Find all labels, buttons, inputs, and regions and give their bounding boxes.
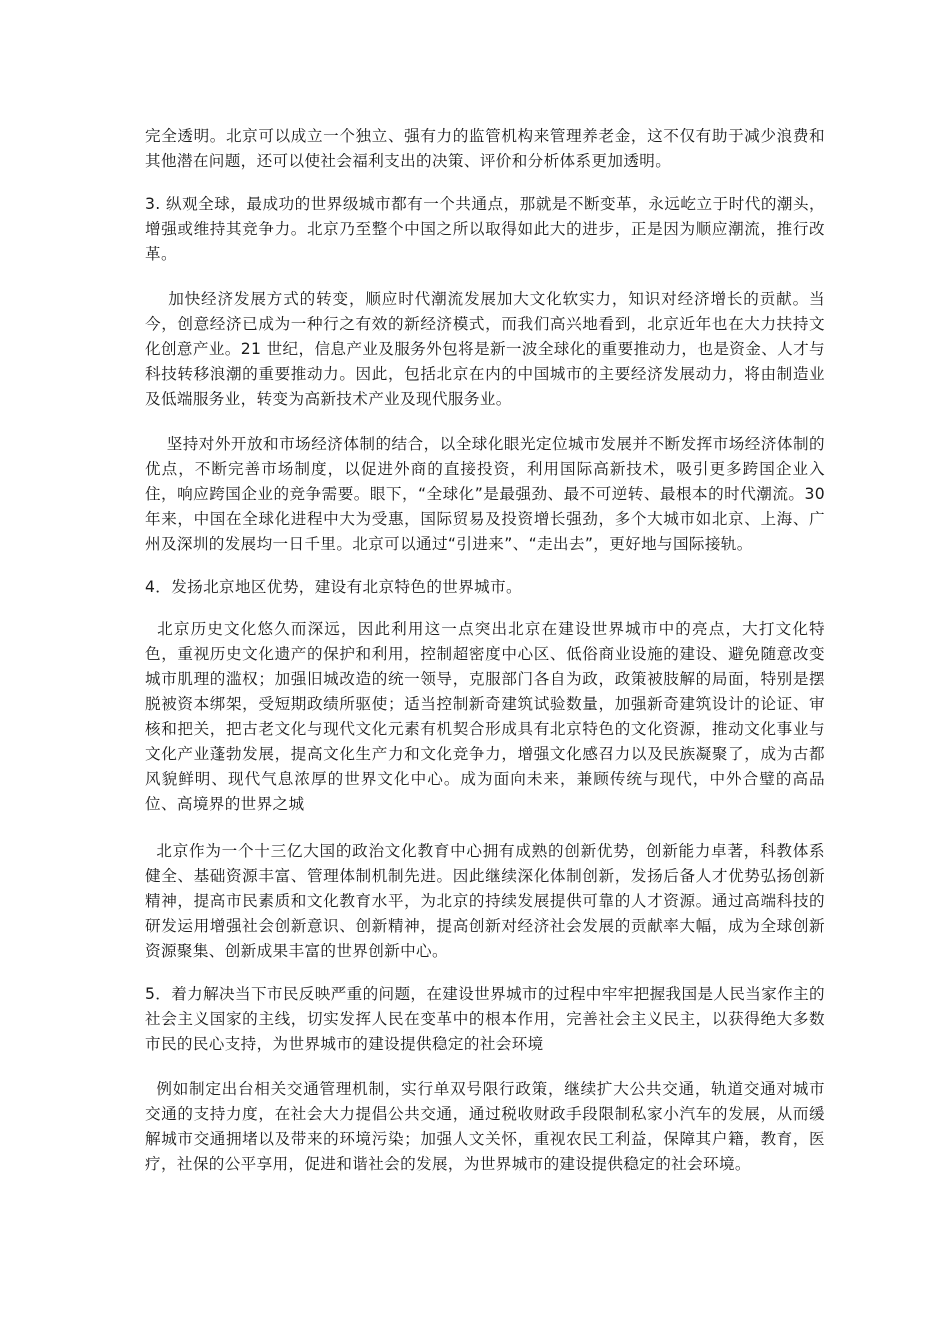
paragraph-innovation-center: 北京作为一个十三亿大国的政治文化教育中心拥有成熟的创新优势，创新能力卓著，科教体系健全、基础资源丰富、管理体制机制先进。因此继续深化体制创新，发扬后备人才优势弘扬创新精神，提高市民素质和文化教育水平，为北京的持续发展提供可靠的人才资源。通过高端科技的研发运用增强社会创新意识、创新精神，提高创新对经济社会发展的贡献率大幅，成为全球创新资源聚集、创新成果丰富的世界创新中心。 xyxy=(145,842,825,960)
paragraph-traffic-management: 例如制定出台相关交通管理机制，实行单双号限行政策，继续扩大公共交通，轨道交通对城市交通的支持力度，在社会大力提倡公共交通，通过税收财政手段限制私家小汽车的发展，从而缓解城市交通拥堵以及带来的环境污染；加强人文关怀，重视农民工利益，保障其户籍，教育，医疗，社保的公平享用，促进和谐社会的发展，为世界城市的建设提供稳定的社会环境。 xyxy=(145,1080,825,1173)
paragraph-point-4-heading: 4．发扬北京地区优势，建设有北京特色的世界城市。 xyxy=(145,578,522,596)
paragraph-point-3-reform: 3. 纵观全球，最成功的世界级城市都有一个共通点，那就是不断变革，永远屹立于时代的潮头，增强或维持其竞争力。北京乃至整个中国之所以取得如此大的进步，正是因为顺应潮流，推行改革。 xyxy=(145,195,825,263)
document-body xyxy=(145,124,831,1177)
paragraph-pension-transparency: 完全透明。北京可以成立一个独立、强有力的监管机构来管理养老金，这不仅有助于减少浪费和其他潜在问题，还可以使社会福利支出的决策、评价和分析体系更加透明。 xyxy=(145,127,825,170)
paragraph-point-5-citizens: 5．着力解决当下市民反映严重的问题，在建设世界城市的过程中牢牢把握我国是人民当家作主的社会主义国家的主线，切实发挥人民在变革中的根本作用，完善社会主义民主，以获得绝大多数市民的民心支持，为世界城市的建设提供稳定的社会环境 xyxy=(145,985,825,1053)
paragraph-economic-transformation: 加快经济发展方式的转变，顺应时代潮流发展加大文化软实力，知识对经济增长的贡献。当今，创意经济已成为一种行之有效的新经济模式，而我们高兴地看到，北京近年也在大力扶持文化创意产业。21 世纪，信息产业及服务外包将是新一波全球化的重要推动力，也是资金、人才与科技转移浪潮的重要推动力。因此，包括北京在内的中国城市的主要经济发展动力，将由制造业及低端服务业，转变为高新技术产业及现代服务业。 xyxy=(145,290,825,408)
paragraph-opening-up: 坚持对外开放和市场经济体制的结合，以全球化眼光定位城市发展并不断发挥市场经济体制的优点，不断完善市场制度，以促进外商的直接投资，利用国际高新技术，吸引更多跨国企业入住，响应跨国企业的竞争需要。眼下，“全球化”是最强劲、最不可逆转、最根本的时代潮流。30 年来，中国在全球化进程中大为受惠，国际贸易及投资增长强劲，多个大城市如北京、上海、广州及深圳的发展均一日千里。北京可以通过“引进来”、“走出去”，更好地与国际接轨。 xyxy=(145,435,831,553)
paragraph-historical-culture: 北京历史文化悠久而深远，因此利用这一点突出北京在建设世界城市中的亮点，大打文化特色，重视历史文化遗产的保护和利用，控制超密度中心区、低俗商业设施的建设、避免随意改变城市肌理的滥权；加强旧城改造的统一领导，克服部门各自为政，政策被肢解的局面，特别是摆脱被资本绑架，受短期政绩所驱使；适当控制新奇建筑试验数量，加强新奇建筑设计的论证、审核和把关，把古老文化与现代文化元素有机契合形成具有北京特色的文化资源，推动文化事业与文化产业蓬勃发展，提高文化生产力和文化竞争力，增强文化感召力以及民族凝聚了，成为古都风貌鲜明、现代气息浓厚的世界文化中心。成为面向未来，兼顾传统与现代，中外合璧的高品位、高境界的世界之城 xyxy=(145,620,825,813)
